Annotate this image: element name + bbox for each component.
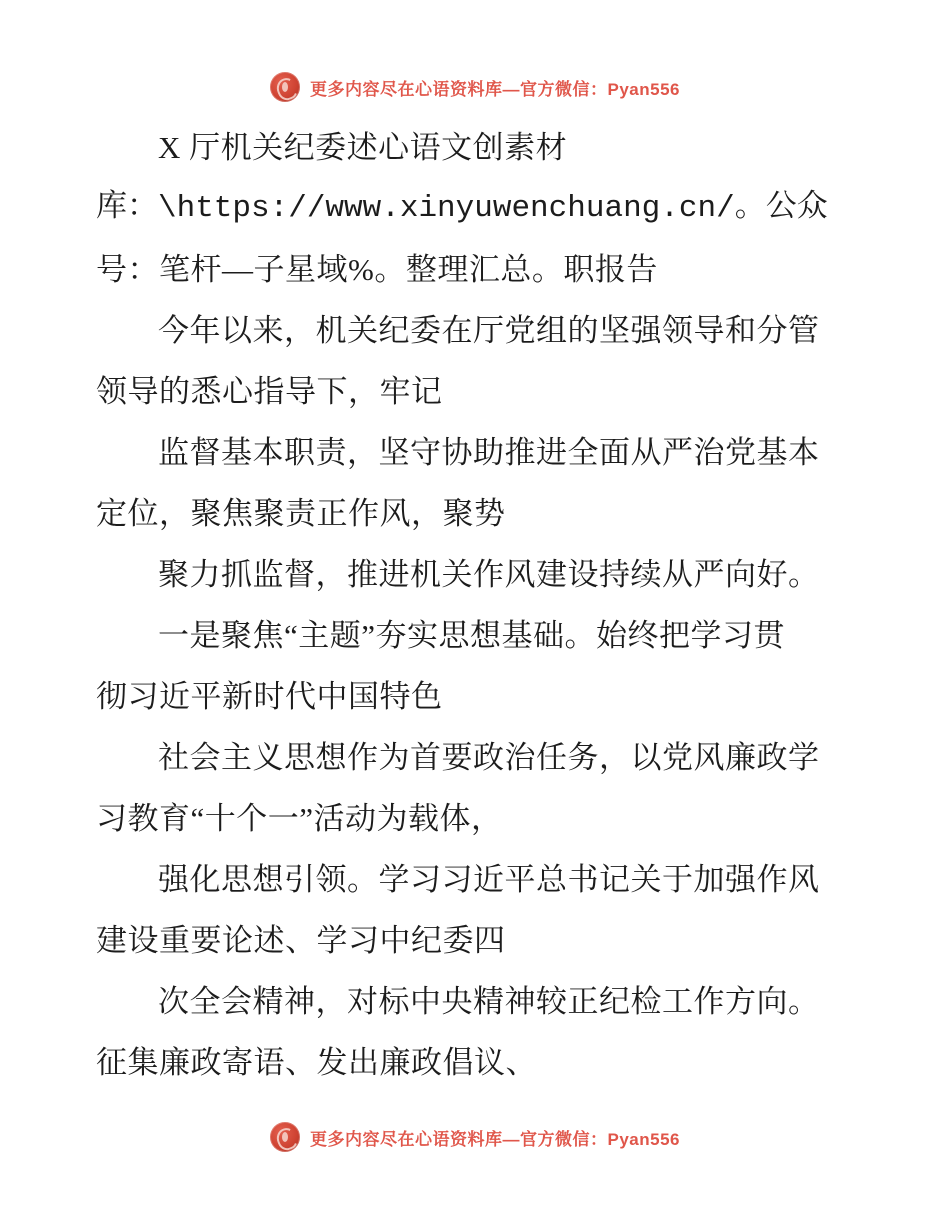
doc-paragraph: 库：\https://www.xinyuwenchuang.cn/。公众	[96, 191, 828, 226]
circle-seal-icon	[270, 72, 300, 102]
circle-seal-icon	[270, 1122, 300, 1152]
doc-paragraph: 定位，聚焦聚责正作风，聚势	[96, 496, 506, 531]
doc-paragraph: 习教育“十个一”活动为载体，	[96, 801, 503, 836]
doc-paragraph: 今年以来，机关纪委在厅党组的坚强领导和分管	[158, 313, 820, 348]
watermark-text-bottom	[310, 1125, 680, 1150]
watermark-banner-bottom	[0, 1120, 950, 1154]
watermark-banner-top	[0, 70, 950, 104]
watermark-main-text-bottom: 更多内容尽在心语资料库—官方微信：	[310, 1129, 608, 1149]
doc-paragraph: 领导的悉心指导下，牢记	[96, 374, 443, 409]
doc-paragraph: X 厅机关纪委述心语文创素材	[158, 130, 568, 165]
doc-paragraph: 监督基本职责，坚守协助推进全面从严治党基本	[158, 435, 820, 470]
doc-paragraph: 彻习近平新时代中国特色	[96, 679, 443, 714]
document-body	[0, 120, 950, 1096]
doc-paragraph: 社会主义思想作为首要政治任务，以党风廉政学	[158, 740, 820, 775]
doc-paragraph: 一是聚焦“主题”夯实思想基础。始终把学习贯	[158, 618, 786, 653]
doc-paragraph: 次全会精神，对标中央精神较正纪检工作方向。	[158, 984, 820, 1019]
watermark-account-top: Pyan556	[607, 79, 680, 99]
doc-paragraph: 征集廉政寄语、发出廉政倡议、	[96, 1045, 537, 1080]
watermark-account-bottom: Pyan556	[607, 1129, 680, 1149]
doc-paragraph: 聚力抓监督，推进机关作风建设持续从严向好。	[158, 557, 820, 592]
watermark-text-top	[310, 75, 680, 100]
watermark-main-text-top: 更多内容尽在心语资料库—官方微信：	[310, 79, 608, 99]
doc-paragraph: 建设重要论述、学习中纪委四	[96, 923, 506, 958]
doc-paragraph: 号：笔杆—子星域%。整理汇总。职报告	[96, 252, 658, 287]
doc-paragraph: 强化思想引领。学习习近平总书记关于加强作风	[158, 862, 820, 897]
